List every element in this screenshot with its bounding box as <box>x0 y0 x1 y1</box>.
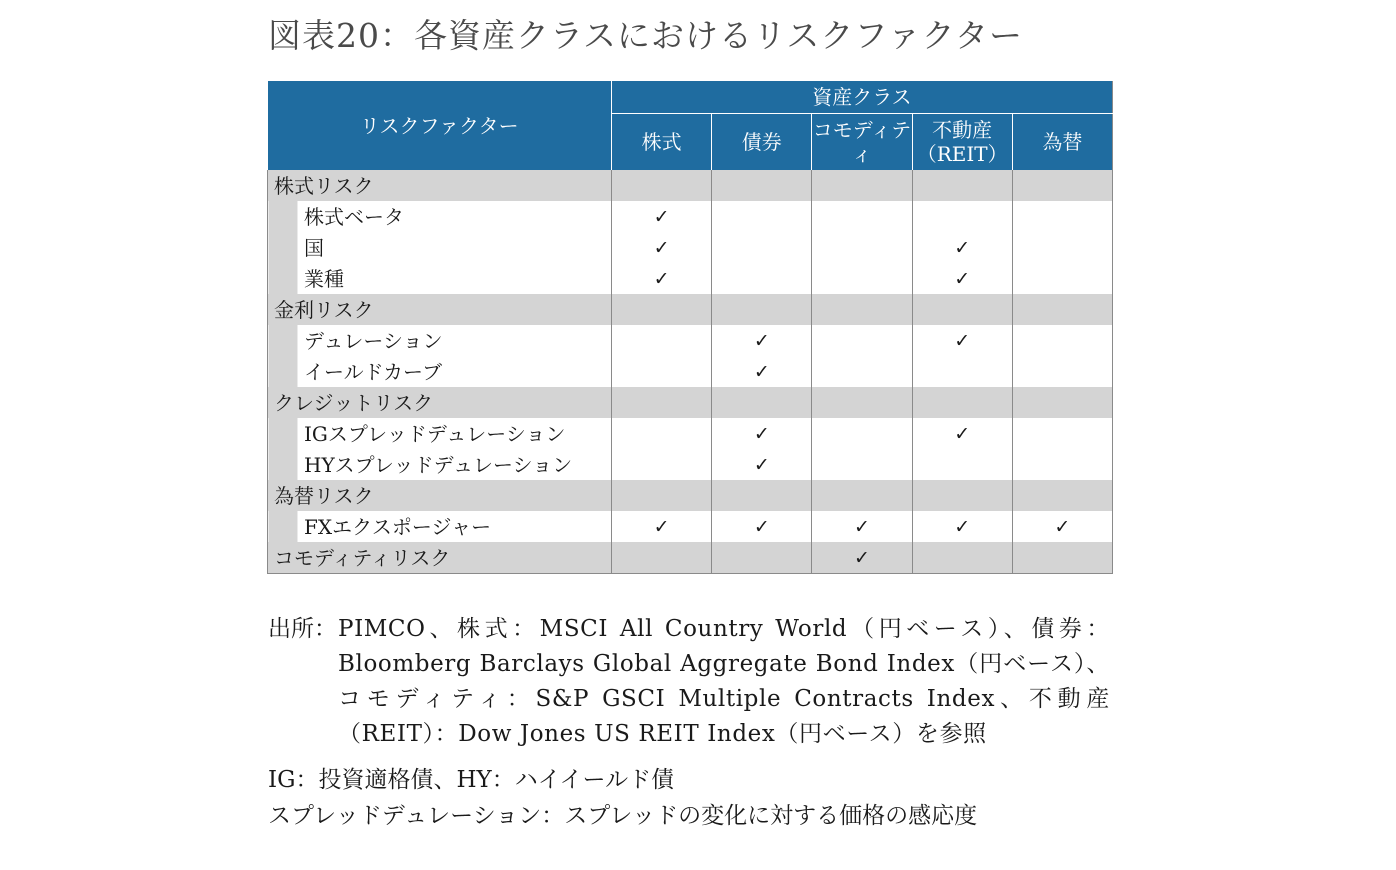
factor-label: FXエクスポージャー <box>268 511 612 542</box>
source-note <box>268 612 1110 752</box>
check-cell <box>712 449 812 480</box>
header-risk-factor: リスクファクター <box>268 81 612 170</box>
check-cell <box>612 449 712 480</box>
check-mark-icon: ✓ <box>653 268 670 290</box>
check-cell <box>1012 201 1112 232</box>
check-cell <box>912 232 1012 263</box>
header-col-fx: 為替 <box>1012 114 1112 171</box>
check-mark-icon: ✓ <box>753 516 770 538</box>
check-cell <box>612 325 712 356</box>
check-cell <box>912 480 1012 511</box>
check-cell <box>612 356 712 387</box>
check-cell <box>612 294 712 325</box>
risk-factor-table <box>267 81 1113 574</box>
check-cell <box>912 387 1012 418</box>
factor-label: 業種 <box>268 263 612 294</box>
check-cell <box>612 170 712 201</box>
check-cell <box>812 201 912 232</box>
check-cell <box>812 170 912 201</box>
check-cell <box>912 511 1012 542</box>
check-cell <box>1012 387 1112 418</box>
check-cell <box>912 201 1012 232</box>
check-cell <box>612 480 712 511</box>
factor-label: イールドカーブ <box>268 356 612 387</box>
check-cell <box>912 325 1012 356</box>
table-row <box>268 542 1113 574</box>
table-row <box>268 294 1113 325</box>
check-cell <box>712 294 812 325</box>
check-mark-icon: ✓ <box>854 516 870 538</box>
check-mark-icon: ✓ <box>753 330 770 352</box>
glossary-line-2: スプレッドデュレーション：スプレッドの変化に対する価格の感応度 <box>268 803 978 829</box>
header-asset-class: 資産クラス <box>612 81 1113 114</box>
check-cell <box>1012 542 1112 574</box>
table-row <box>268 511 1113 542</box>
check-cell <box>712 418 812 449</box>
category-label: クレジットリスク <box>268 387 612 418</box>
check-cell <box>712 263 812 294</box>
check-cell <box>912 449 1012 480</box>
check-cell <box>1012 418 1112 449</box>
category-label: 株式リスク <box>268 170 612 201</box>
table-row <box>268 449 1113 480</box>
check-mark-icon: ✓ <box>954 268 971 290</box>
header-col-equity: 株式 <box>612 114 712 171</box>
check-cell <box>612 263 712 294</box>
table-row <box>268 201 1113 232</box>
check-cell <box>612 387 712 418</box>
check-cell <box>1012 356 1112 387</box>
notes <box>268 612 1110 834</box>
figure-title: 図表20：各資産クラスにおけるリスクファクター <box>268 16 1024 55</box>
check-cell <box>812 511 912 542</box>
check-cell <box>712 387 812 418</box>
check-cell <box>712 170 812 201</box>
factor-label: IGスプレッドデュレーション <box>268 418 612 449</box>
check-cell <box>812 542 912 574</box>
check-mark-icon: ✓ <box>1054 516 1071 538</box>
table-row <box>268 356 1113 387</box>
check-mark-icon: ✓ <box>954 516 971 538</box>
check-cell <box>712 325 812 356</box>
check-cell <box>712 542 812 574</box>
check-mark-icon: ✓ <box>954 237 971 259</box>
check-cell <box>812 356 912 387</box>
check-cell <box>912 294 1012 325</box>
check-cell <box>1012 449 1112 480</box>
check-cell <box>712 480 812 511</box>
category-label: コモディティリスク <box>268 542 612 574</box>
table-row <box>268 170 1113 201</box>
check-cell <box>912 170 1012 201</box>
check-cell <box>812 232 912 263</box>
source-label: 出所： <box>268 616 337 642</box>
table-row <box>268 480 1113 511</box>
check-cell <box>1012 294 1112 325</box>
check-mark-icon: ✓ <box>653 516 670 538</box>
check-cell <box>812 387 912 418</box>
category-label: 為替リスク <box>268 480 612 511</box>
check-cell <box>812 418 912 449</box>
table-row <box>268 418 1113 449</box>
table-row <box>268 232 1113 263</box>
header-col-commodity: コモディティ <box>812 114 912 171</box>
check-cell <box>912 418 1012 449</box>
check-mark-icon: ✓ <box>854 547 870 569</box>
check-cell <box>1012 232 1112 263</box>
factor-label: デュレーション <box>268 325 612 356</box>
glossary <box>268 762 1110 834</box>
table-row <box>268 325 1113 356</box>
table-body <box>268 170 1113 574</box>
table-row <box>268 263 1113 294</box>
check-mark-icon: ✓ <box>954 330 971 352</box>
check-mark-icon: ✓ <box>753 454 770 476</box>
check-cell <box>1012 170 1112 201</box>
header-col-bond: 債券 <box>712 114 812 171</box>
factor-label: HYスプレッドデュレーション <box>268 449 612 480</box>
check-mark-icon: ✓ <box>653 237 670 259</box>
check-cell <box>712 232 812 263</box>
check-cell <box>1012 480 1112 511</box>
check-cell <box>612 201 712 232</box>
check-cell <box>912 542 1012 574</box>
check-cell <box>612 232 712 263</box>
check-mark-icon: ✓ <box>753 423 770 445</box>
check-cell <box>612 418 712 449</box>
glossary-line-1: IG：投資適格債、HY：ハイイールド債 <box>268 767 675 793</box>
check-cell <box>712 201 812 232</box>
check-mark-icon: ✓ <box>753 361 770 383</box>
factor-label: 国 <box>268 232 612 263</box>
header-col-reit: 不動産（REIT） <box>912 114 1012 171</box>
check-cell <box>912 356 1012 387</box>
factor-label: 株式ベータ <box>268 201 612 232</box>
category-label: 金利リスク <box>268 294 612 325</box>
check-cell <box>712 356 812 387</box>
check-cell <box>612 511 712 542</box>
check-cell <box>812 294 912 325</box>
check-cell <box>1012 511 1112 542</box>
check-cell <box>812 449 912 480</box>
check-cell <box>912 263 1012 294</box>
table-row <box>268 387 1113 418</box>
check-cell <box>812 263 912 294</box>
check-cell <box>712 511 812 542</box>
check-cell <box>812 325 912 356</box>
source-text: PIMCO、株式：MSCI All Country World（円ベース）、債券：Bloomberg Barclays Global Aggregate Bond Index（円ベース）、コモディティ：S&P GSCI Multiple Contracts Index、不動産（REIT）：Dow Jones US REIT Index（円ベース）を参照 <box>338 616 1110 747</box>
check-cell <box>1012 325 1112 356</box>
check-mark-icon: ✓ <box>653 206 670 228</box>
check-cell <box>612 542 712 574</box>
check-cell <box>1012 263 1112 294</box>
check-mark-icon: ✓ <box>954 423 971 445</box>
check-cell <box>812 480 912 511</box>
